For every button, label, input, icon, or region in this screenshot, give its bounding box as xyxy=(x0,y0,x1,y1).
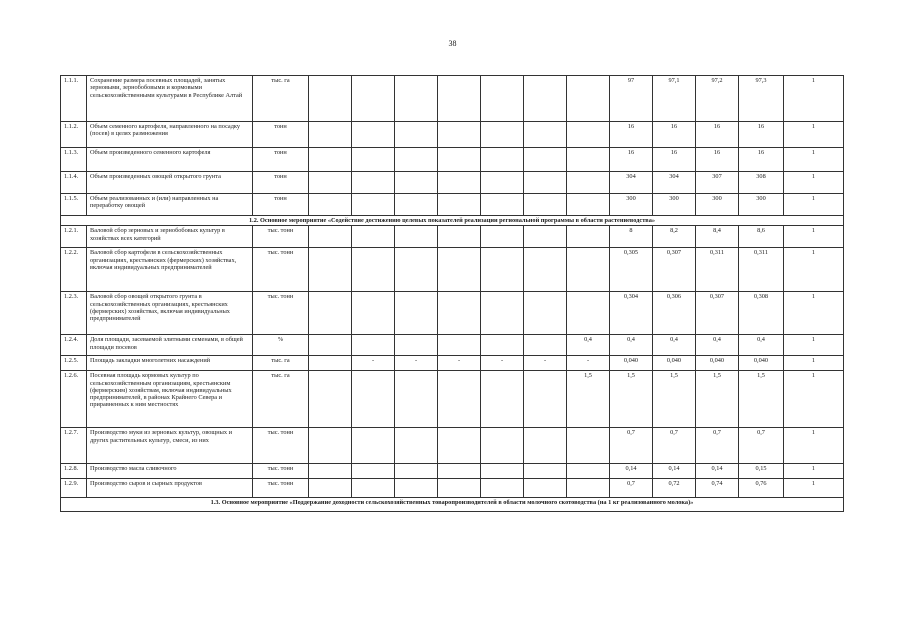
unit-cell: тонн xyxy=(253,122,309,148)
value-cell: 1 xyxy=(784,356,844,371)
value-cell xyxy=(524,172,567,194)
value-cell: 0,040 xyxy=(739,356,784,371)
value-cell xyxy=(438,122,481,148)
value-cell: 16 xyxy=(696,148,739,172)
value-cell: 0,311 xyxy=(739,248,784,292)
value-cell xyxy=(567,122,610,148)
value-cell xyxy=(352,76,395,122)
value-cell xyxy=(438,292,481,335)
value-cell: 1 xyxy=(784,172,844,194)
indicator-name: Валовой сбор картофеля в сельскохозяйственных организациях, крестьянских (фермерских) хозяйствах, включая индивидуальных предпринимателей xyxy=(87,248,253,292)
indicator-name: Объем семенного картофеля, направленного на посадку (посев) в целях размножения xyxy=(87,122,253,148)
value-cell xyxy=(481,226,524,248)
value-cell xyxy=(352,464,395,479)
value-cell: 0,311 xyxy=(696,248,739,292)
table-row xyxy=(61,335,844,356)
table-row xyxy=(61,248,844,292)
indicator-name: Производство сыров и сырных продуктов xyxy=(87,479,253,498)
unit-cell: тонн xyxy=(253,148,309,172)
value-cell: 1,5 xyxy=(567,371,610,428)
value-cell xyxy=(481,292,524,335)
value-cell: 0,4 xyxy=(696,335,739,356)
value-cell: 0,7 xyxy=(696,428,739,464)
value-cell xyxy=(309,371,352,428)
value-cell xyxy=(352,428,395,464)
value-cell: 0,14 xyxy=(610,464,653,479)
unit-cell: тонн xyxy=(253,172,309,194)
value-cell xyxy=(309,172,352,194)
value-cell xyxy=(309,428,352,464)
value-cell: 0,307 xyxy=(653,248,696,292)
value-cell xyxy=(438,464,481,479)
table-row xyxy=(61,226,844,248)
value-cell: 0,308 xyxy=(739,292,784,335)
value-cell xyxy=(481,371,524,428)
value-cell xyxy=(567,76,610,122)
value-cell xyxy=(524,428,567,464)
unit-cell: тыс. тонн xyxy=(253,479,309,498)
value-cell xyxy=(395,464,438,479)
value-cell xyxy=(524,226,567,248)
value-cell xyxy=(395,172,438,194)
value-cell xyxy=(395,292,438,335)
row-number: 1.1.1. xyxy=(61,76,87,122)
value-cell xyxy=(309,194,352,216)
value-cell xyxy=(438,248,481,292)
row-number: 1.2.2. xyxy=(61,248,87,292)
value-cell: 1 xyxy=(784,335,844,356)
value-cell: - xyxy=(567,356,610,371)
value-cell: 8 xyxy=(610,226,653,248)
indicator-name: Валовой сбор овощей открытого грунта в сельскохозяйственных организациях, крестьянских (фермерских) хозяйствах, включая индивидуальных предпринимателей xyxy=(87,292,253,335)
value-cell: 0,304 xyxy=(610,292,653,335)
indicator-name: Валовой сбор зерновых и зернобобовых культур в хозяйствах всех категорий xyxy=(87,226,253,248)
value-cell xyxy=(395,148,438,172)
value-cell: 0,4 xyxy=(610,335,653,356)
value-cell xyxy=(438,172,481,194)
value-cell: 1 xyxy=(784,226,844,248)
value-cell xyxy=(352,122,395,148)
indicator-name: Доля площади, засеваемой элитными семенами, в общей площади посевов xyxy=(87,335,253,356)
value-cell xyxy=(309,248,352,292)
value-cell xyxy=(524,248,567,292)
value-cell xyxy=(438,335,481,356)
value-cell: 0,4 xyxy=(653,335,696,356)
value-cell xyxy=(438,194,481,216)
value-cell: 16 xyxy=(610,122,653,148)
value-cell: 1 xyxy=(784,248,844,292)
value-cell: 300 xyxy=(610,194,653,216)
value-cell xyxy=(395,226,438,248)
value-cell: 1,5 xyxy=(653,371,696,428)
value-cell: 16 xyxy=(739,148,784,172)
indicator-name: Производство масла сливочного xyxy=(87,464,253,479)
table-row xyxy=(61,428,844,464)
value-cell xyxy=(438,76,481,122)
value-cell xyxy=(524,464,567,479)
value-cell: - xyxy=(352,356,395,371)
value-cell xyxy=(309,464,352,479)
value-cell: 1 xyxy=(784,76,844,122)
value-cell xyxy=(567,464,610,479)
value-cell xyxy=(352,335,395,356)
section-row xyxy=(61,498,844,512)
value-cell: 1,5 xyxy=(696,371,739,428)
value-cell xyxy=(438,479,481,498)
value-cell xyxy=(309,122,352,148)
value-cell: 1 xyxy=(784,292,844,335)
value-cell: - xyxy=(524,356,567,371)
value-cell: 0,040 xyxy=(610,356,653,371)
row-number: 1.2.6. xyxy=(61,371,87,428)
value-cell xyxy=(395,248,438,292)
row-number: 1.2.3. xyxy=(61,292,87,335)
value-cell xyxy=(524,335,567,356)
value-cell xyxy=(352,479,395,498)
value-cell: 304 xyxy=(653,172,696,194)
value-cell: 97 xyxy=(610,76,653,122)
value-cell xyxy=(481,335,524,356)
value-cell: 0,76 xyxy=(739,479,784,498)
row-number: 1.2.4. xyxy=(61,335,87,356)
row-number: 1.2.5. xyxy=(61,356,87,371)
value-cell: - xyxy=(438,356,481,371)
table-row xyxy=(61,464,844,479)
value-cell xyxy=(481,464,524,479)
value-cell xyxy=(481,248,524,292)
value-cell: - xyxy=(395,356,438,371)
value-cell xyxy=(567,479,610,498)
value-cell xyxy=(352,226,395,248)
unit-cell: тыс. тонн xyxy=(253,428,309,464)
value-cell: 1 xyxy=(784,464,844,479)
value-cell: 1,5 xyxy=(610,371,653,428)
unit-cell: тыс. тонн xyxy=(253,248,309,292)
value-cell xyxy=(352,148,395,172)
value-cell xyxy=(438,371,481,428)
table-row xyxy=(61,122,844,148)
value-cell: 8,4 xyxy=(696,226,739,248)
value-cell: 1 xyxy=(784,479,844,498)
value-cell: 16 xyxy=(653,122,696,148)
row-number: 1.2.7. xyxy=(61,428,87,464)
value-cell: 16 xyxy=(696,122,739,148)
table-row xyxy=(61,148,844,172)
value-cell: 16 xyxy=(739,122,784,148)
value-cell xyxy=(524,292,567,335)
table-row xyxy=(61,172,844,194)
table-row xyxy=(61,356,844,371)
value-cell: 0,4 xyxy=(567,335,610,356)
value-cell: 0,72 xyxy=(653,479,696,498)
value-cell: 308 xyxy=(739,172,784,194)
value-cell xyxy=(524,194,567,216)
row-number: 1.2.9. xyxy=(61,479,87,498)
unit-cell: тыс. тонн xyxy=(253,464,309,479)
value-cell xyxy=(524,76,567,122)
value-cell xyxy=(395,335,438,356)
value-cell xyxy=(567,194,610,216)
indicator-name: Объем произведенного семенного картофеля xyxy=(87,148,253,172)
value-cell xyxy=(309,76,352,122)
value-cell: 1 xyxy=(784,428,844,464)
value-cell xyxy=(309,226,352,248)
row-number: 1.1.4. xyxy=(61,172,87,194)
unit-cell: % xyxy=(253,335,309,356)
value-cell xyxy=(309,292,352,335)
value-cell: 16 xyxy=(610,148,653,172)
value-cell: 0,307 xyxy=(696,292,739,335)
unit-cell: тыс. тонн xyxy=(253,226,309,248)
value-cell xyxy=(395,122,438,148)
value-cell: 0,14 xyxy=(696,464,739,479)
value-cell: 1 xyxy=(784,148,844,172)
unit-cell: тыс. га xyxy=(253,76,309,122)
value-cell xyxy=(352,292,395,335)
value-cell: 97,1 xyxy=(653,76,696,122)
value-cell xyxy=(309,356,352,371)
value-cell: 0,7 xyxy=(610,428,653,464)
table-row xyxy=(61,479,844,498)
row-number: 1.1.3. xyxy=(61,148,87,172)
row-number: 1.2.8. xyxy=(61,464,87,479)
value-cell xyxy=(352,248,395,292)
value-cell xyxy=(567,248,610,292)
value-cell xyxy=(395,428,438,464)
value-cell xyxy=(395,371,438,428)
value-cell xyxy=(395,76,438,122)
value-cell xyxy=(567,226,610,248)
value-cell: 0,040 xyxy=(653,356,696,371)
value-cell xyxy=(567,428,610,464)
unit-cell: тыс. тонн xyxy=(253,292,309,335)
value-cell xyxy=(481,479,524,498)
row-number: 1.1.5. xyxy=(61,194,87,216)
value-cell: 97,2 xyxy=(696,76,739,122)
value-cell xyxy=(395,194,438,216)
page-number: 38 xyxy=(448,39,457,48)
value-cell xyxy=(567,148,610,172)
unit-cell: тыс. га xyxy=(253,356,309,371)
value-cell xyxy=(524,479,567,498)
section-title: 1.2. Основное мероприятие «Содействие достижению целевых показателей реализации региональной программы в области растениеводства» xyxy=(61,216,844,226)
indicators-table xyxy=(60,75,844,512)
value-cell xyxy=(481,194,524,216)
value-cell xyxy=(438,226,481,248)
value-cell: 300 xyxy=(696,194,739,216)
value-cell: 8,2 xyxy=(653,226,696,248)
value-cell xyxy=(309,479,352,498)
value-cell: 1 xyxy=(784,371,844,428)
value-cell xyxy=(524,371,567,428)
indicator-name: Площадь закладки многолетних насаждений xyxy=(87,356,253,371)
value-cell: 1 xyxy=(784,122,844,148)
value-cell: 300 xyxy=(739,194,784,216)
value-cell xyxy=(438,428,481,464)
value-cell xyxy=(524,148,567,172)
value-cell: 300 xyxy=(653,194,696,216)
value-cell xyxy=(395,479,438,498)
value-cell: 16 xyxy=(653,148,696,172)
indicator-name: Объем реализованных и (или) направленных на переработку овощей xyxy=(87,194,253,216)
table-row xyxy=(61,371,844,428)
value-cell: 307 xyxy=(696,172,739,194)
value-cell: 1 xyxy=(784,194,844,216)
value-cell: 0,7 xyxy=(653,428,696,464)
indicator-name: Производство муки из зерновых культур, овощных и других растительных культур, смеси, из них xyxy=(87,428,253,464)
value-cell: 1,5 xyxy=(739,371,784,428)
value-cell: 97,3 xyxy=(739,76,784,122)
indicator-name: Сохранение размера посевных площадей, занятых зерновыми, зернобобовыми и кормовыми сельскохозяйственными культурами в Республике Алтай xyxy=(87,76,253,122)
value-cell xyxy=(524,122,567,148)
value-cell: 0,306 xyxy=(653,292,696,335)
value-cell xyxy=(481,428,524,464)
value-cell: 0,4 xyxy=(739,335,784,356)
value-cell: 304 xyxy=(610,172,653,194)
value-cell xyxy=(352,172,395,194)
unit-cell: тыс. га xyxy=(253,371,309,428)
value-cell xyxy=(309,148,352,172)
value-cell: 8,6 xyxy=(739,226,784,248)
indicator-name: Посевная площадь кормовых культур по сельскохозяйственным организациям, крестьянским (фермерским) хозяйствам, включая индивидуальных предпринимателей, в районах Крайнего Севера и приравненных к ним местностях xyxy=(87,371,253,428)
value-cell: 0,040 xyxy=(696,356,739,371)
value-cell xyxy=(481,122,524,148)
value-cell: 0,7 xyxy=(739,428,784,464)
value-cell: 0,15 xyxy=(739,464,784,479)
table-row xyxy=(61,194,844,216)
value-cell xyxy=(481,172,524,194)
table-row xyxy=(61,76,844,122)
value-cell xyxy=(352,194,395,216)
row-number: 1.1.2. xyxy=(61,122,87,148)
value-cell: - xyxy=(481,356,524,371)
value-cell xyxy=(481,148,524,172)
value-cell xyxy=(567,292,610,335)
table-row xyxy=(61,292,844,335)
value-cell xyxy=(309,335,352,356)
value-cell xyxy=(438,148,481,172)
value-cell xyxy=(352,371,395,428)
value-cell: 0,7 xyxy=(610,479,653,498)
value-cell xyxy=(567,172,610,194)
section-row xyxy=(61,216,844,226)
indicator-name: Объем произведенных овощей открытого грунта xyxy=(87,172,253,194)
value-cell: 0,14 xyxy=(653,464,696,479)
row-number: 1.2.1. xyxy=(61,226,87,248)
value-cell: 0,74 xyxy=(696,479,739,498)
value-cell xyxy=(481,76,524,122)
unit-cell: тонн xyxy=(253,194,309,216)
section-title: 1.3. Основное мероприятие «Поддержание доходности сельскохозяйственных товаропроизводителей в области молочного скотоводства (на 1 кг реализованного молока)» xyxy=(61,498,844,512)
value-cell: 0,305 xyxy=(610,248,653,292)
